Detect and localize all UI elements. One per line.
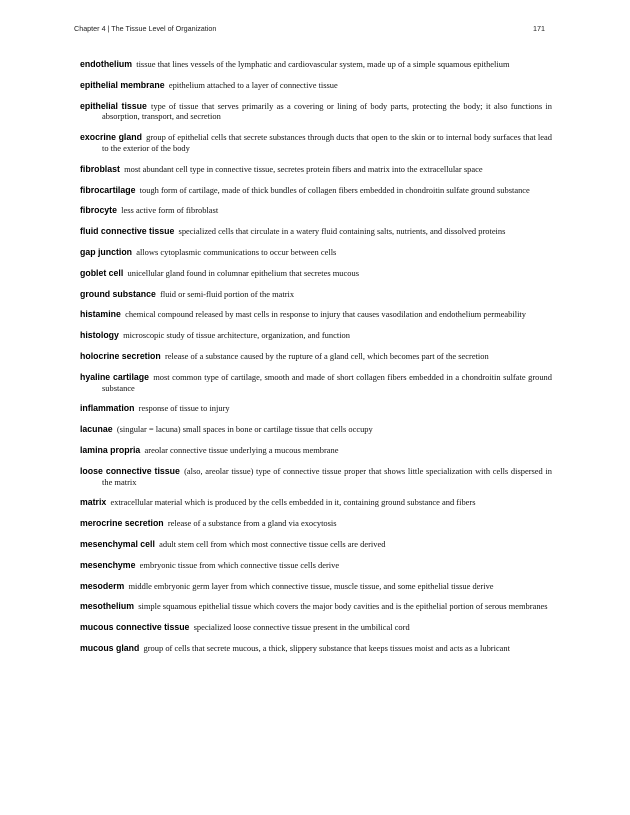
glossary-definition: specialized loose connective tissue present in the umbilical cord [193, 622, 410, 633]
glossary-definition: areolar connective tissue underlying a mucous membrane [144, 444, 339, 455]
glossary-definition: most common type of cartilage, smooth and made of short collagen fibers embedded in a chondroitin sulfate ground substance [102, 371, 552, 393]
glossary-definition: tissue that lines vessels of the lymphatic and cardiovascular system, made up of a simple squamous epithelium [136, 59, 510, 69]
glossary-term: histology [80, 330, 119, 341]
glossary-entry [80, 247, 552, 258]
glossary-term: lacunae [80, 424, 113, 435]
glossary-entry [80, 424, 552, 435]
glossary-definition: most abundant cell type in connective tissue, secretes protein fibers and matrix into the extracellular space [124, 163, 483, 174]
glossary-definition: microscopic study of tissue architecture, organization, and function [123, 330, 350, 341]
glossary-definition: allows cytoplasmic communications to occur between cells [136, 246, 337, 257]
glossary-entry [80, 643, 552, 654]
glossary-list [80, 59, 552, 664]
glossary-definition: release of a substance from a gland via exocytosis [167, 518, 337, 529]
glossary-entry [80, 372, 552, 394]
glossary-term: inflammation [80, 403, 135, 414]
glossary-term: mesothelium [80, 601, 134, 612]
glossary-definition: type of tissue that serves primarily as a covering or lining of body parts, protecting the body; it also functions in absorption, transport, and secretion [102, 100, 552, 122]
glossary-entry [80, 132, 552, 154]
glossary-definition: specialized cells that circulate in a watery fluid containing salts, nutrients, and dissolved proteins [178, 226, 506, 237]
chapter-title: Chapter 4 | The Tissue Level of Organization [74, 24, 217, 33]
glossary-entry [80, 185, 552, 196]
glossary-entry [80, 101, 552, 123]
glossary-term: lamina propria [80, 444, 141, 455]
glossary-definition: release of a substance caused by the rupture of a gland cell, which becomes part of the secretion [164, 350, 489, 361]
glossary-entry [80, 205, 552, 216]
glossary-entry [80, 164, 552, 175]
glossary-definition: less active form of fibroblast [121, 205, 219, 216]
glossary-definition: (singular = lacuna) small spaces in bone or cartilage tissue that cells occupy [116, 424, 373, 435]
glossary-definition: chemical compound released by mast cells in response to injury that causes vasodilation and endothelium permeability [125, 309, 526, 320]
glossary-term: epithelial membrane [80, 79, 165, 90]
glossary-term: epithelial tissue [80, 100, 147, 111]
glossary-entry [80, 622, 552, 633]
glossary-term: mucous gland [80, 642, 140, 653]
glossary-entry [80, 466, 552, 488]
glossary-term: fibrocartilage [80, 184, 136, 195]
glossary-entry [80, 518, 552, 529]
glossary-entry [80, 226, 552, 237]
glossary-entry [80, 581, 552, 592]
glossary-entry [80, 403, 552, 414]
glossary-definition: embryonic tissue from which connective tissue cells derive [139, 559, 340, 570]
running-header [74, 24, 545, 36]
glossary-term: fibrocyte [80, 205, 117, 216]
glossary-definition: group of cells that secrete mucous, a thick, slippery substance that keeps tissues moist and acts as a lubricant [143, 642, 510, 653]
glossary-term: ground substance [80, 288, 156, 299]
glossary-definition: epithelium attached to a layer of connective tissue [168, 79, 338, 90]
glossary-entry [80, 601, 552, 612]
glossary-entry [80, 59, 552, 70]
glossary-entry [80, 330, 552, 341]
glossary-term: holocrine secretion [80, 350, 161, 361]
glossary-entry [80, 80, 552, 91]
glossary-definition: response of tissue to injury [138, 403, 230, 414]
glossary-term: hyaline cartilage [80, 371, 149, 382]
glossary-entry [80, 445, 552, 456]
glossary-entry [80, 351, 552, 362]
glossary-term: merocrine secretion [80, 518, 164, 529]
glossary-term: loose connective tissue [80, 465, 180, 476]
glossary-term: mesoderm [80, 580, 125, 591]
glossary-definition: fluid or semi-fluid portion of the matrix [160, 288, 295, 299]
glossary-term: exocrine gland [80, 132, 142, 143]
glossary-term: fibroblast [80, 163, 120, 174]
glossary-term: mucous connective tissue [80, 622, 190, 633]
glossary-entry [80, 268, 552, 279]
page-number: 171 [533, 24, 545, 33]
glossary-entry [80, 289, 552, 300]
glossary-definition: (also, areolar tissue) type of connective tissue proper that shows little specialization with cells dispersed in the matrix [102, 465, 553, 487]
glossary-definition: middle embryonic germ layer from which connective tissue, muscle tissue, and some epithelial tissue derive [128, 580, 494, 591]
glossary-definition: group of epithelial cells that secrete substances through ducts that open to the skin or to internal body surfaces that lead to the exterior of the body [102, 132, 552, 153]
glossary-term: gap junction [80, 246, 133, 257]
glossary-definition: simple squamous epithelial tissue which covers the major body cavities and is the epithelial portion of serous membranes [138, 601, 548, 612]
glossary-definition: tough form of cartilage, made of thick bundles of collagen fibers embedded in chondroitin sulfate ground substance [139, 184, 530, 195]
glossary-term: mesenchymal cell [80, 538, 155, 549]
glossary-definition: adult stem cell from which most connective tissue cells are derived [159, 538, 386, 549]
glossary-entry [80, 560, 552, 571]
glossary-term: matrix [80, 497, 107, 508]
glossary-entry [80, 309, 552, 320]
glossary-definition: unicellular gland found in columnar epithelium that secretes mucous [127, 267, 359, 278]
glossary-entry [80, 539, 552, 550]
glossary-definition: extracellular material which is produced by the cells embedded in it, containing ground substance and fibers [110, 497, 476, 508]
glossary-entry [80, 497, 552, 508]
glossary-term: goblet cell [80, 267, 124, 278]
glossary-term: endothelium [80, 59, 133, 69]
glossary-term: mesenchyme [80, 559, 136, 570]
glossary-term: histamine [80, 309, 121, 320]
glossary-term: fluid connective tissue [80, 226, 175, 237]
